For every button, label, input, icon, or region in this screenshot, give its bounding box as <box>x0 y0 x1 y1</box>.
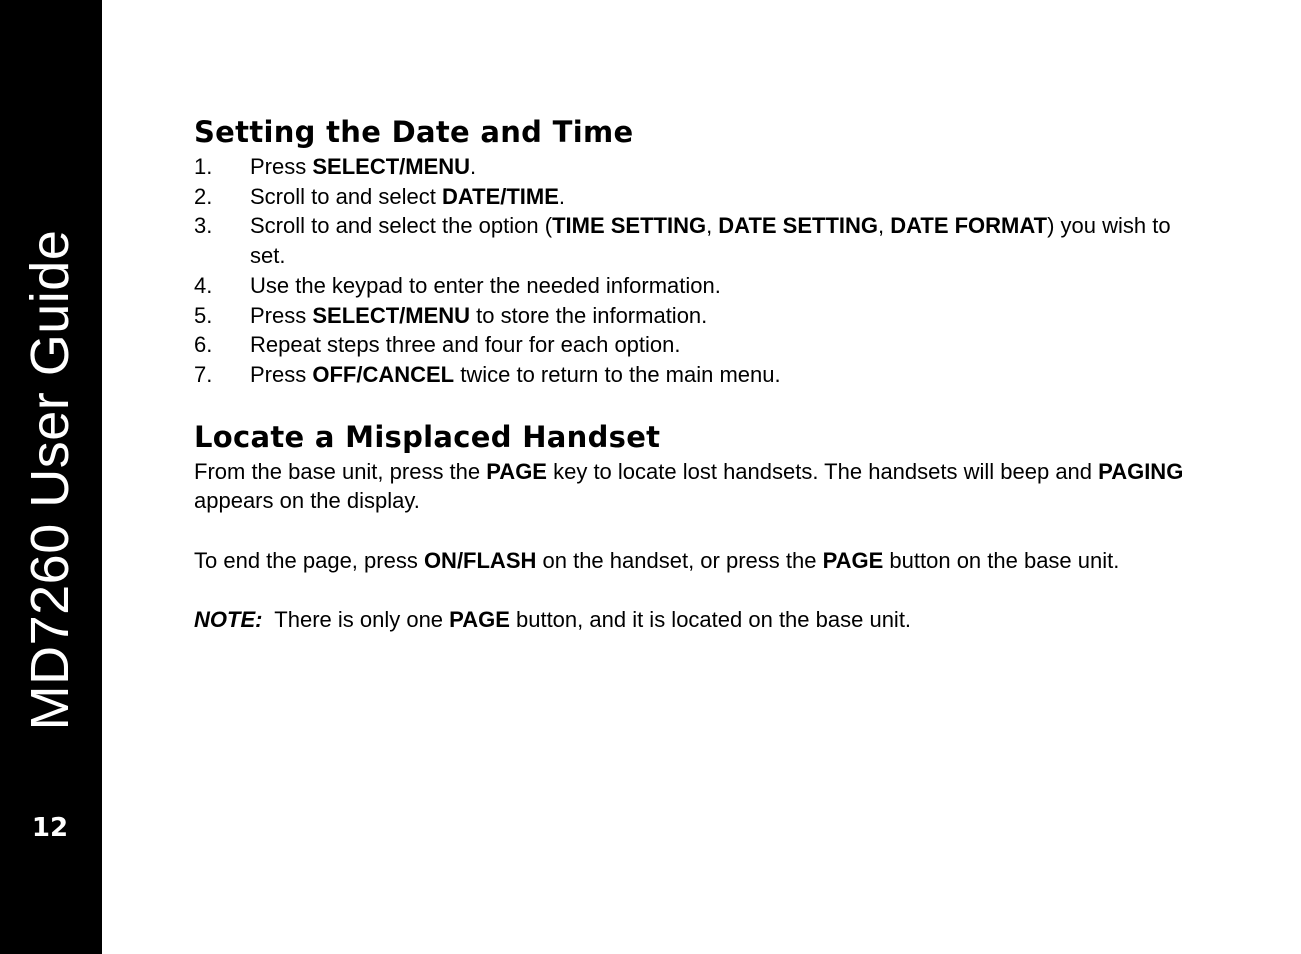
step-number: 4. <box>194 272 213 298</box>
list-item <box>194 330 1204 360</box>
sidebar <box>0 0 102 954</box>
note: NOTE: There is only one PAGE button, and it is located on the base unit. <box>194 607 912 633</box>
page-content <box>194 112 1204 635</box>
date-time-steps <box>194 152 1204 390</box>
paragraph-end-page: To end the page, press ON/FLASH on the handset, or press the PAGE button on the base unit. <box>194 547 1120 573</box>
note-label: NOTE: <box>194 607 263 633</box>
menu-name: DATE/TIME <box>441 183 559 209</box>
list-item <box>194 301 1204 331</box>
list-item <box>194 271 1204 301</box>
key-name: PAGE <box>822 547 884 573</box>
key-name: SELECT/MENU <box>312 302 471 328</box>
key-name: OFF/CANCEL <box>312 361 455 387</box>
list-item <box>194 211 1204 270</box>
list-item <box>194 182 1204 212</box>
step-number: 5. <box>194 302 213 328</box>
paragraph-page-key: From the base unit, press the PAGE key to locate lost handsets. The handsets will beep and PAGING appears on the display. <box>194 458 1184 514</box>
section-heading-date-time: Setting the Date and Time <box>194 115 634 149</box>
page-number: 12 <box>31 813 69 843</box>
key-name: PAGE <box>486 458 547 484</box>
guide-title: MD7260 User Guide <box>20 229 80 731</box>
section-heading-locate-handset: Locate a Misplaced Handset <box>194 419 661 454</box>
key-name: ON/FLASH <box>423 547 537 573</box>
step-number: 3. <box>194 213 213 239</box>
step-number: 2. <box>194 183 213 209</box>
step-text: Press SELECT/MENU to store the information. <box>250 302 708 328</box>
option-name: DATE SETTING <box>718 213 879 239</box>
step-text: Press OFF/CANCEL twice to return to the main menu. <box>250 361 781 387</box>
list-item <box>194 360 1204 390</box>
option-name: TIME SETTING <box>552 213 707 239</box>
step-number: 6. <box>194 332 213 358</box>
display-text: PAGING <box>1098 458 1184 484</box>
step-text: Scroll to and select DATE/TIME. <box>250 183 566 209</box>
option-name: DATE FORMAT <box>890 213 1048 239</box>
list-item <box>194 152 1204 182</box>
key-name: SELECT/MENU <box>312 154 471 179</box>
step-text: Scroll to and select the option (TIME SETTING, DATE SETTING, DATE FORMAT) you wish to set. <box>250 213 1171 269</box>
step-number: 1. <box>194 154 213 179</box>
step-text: Use the keypad to enter the needed information. <box>250 272 721 298</box>
step-text: Press SELECT/MENU. <box>250 154 477 179</box>
step-number: 7. <box>194 361 213 387</box>
step-text: Repeat steps three and four for each option. <box>250 332 681 358</box>
key-name: PAGE <box>449 607 510 633</box>
